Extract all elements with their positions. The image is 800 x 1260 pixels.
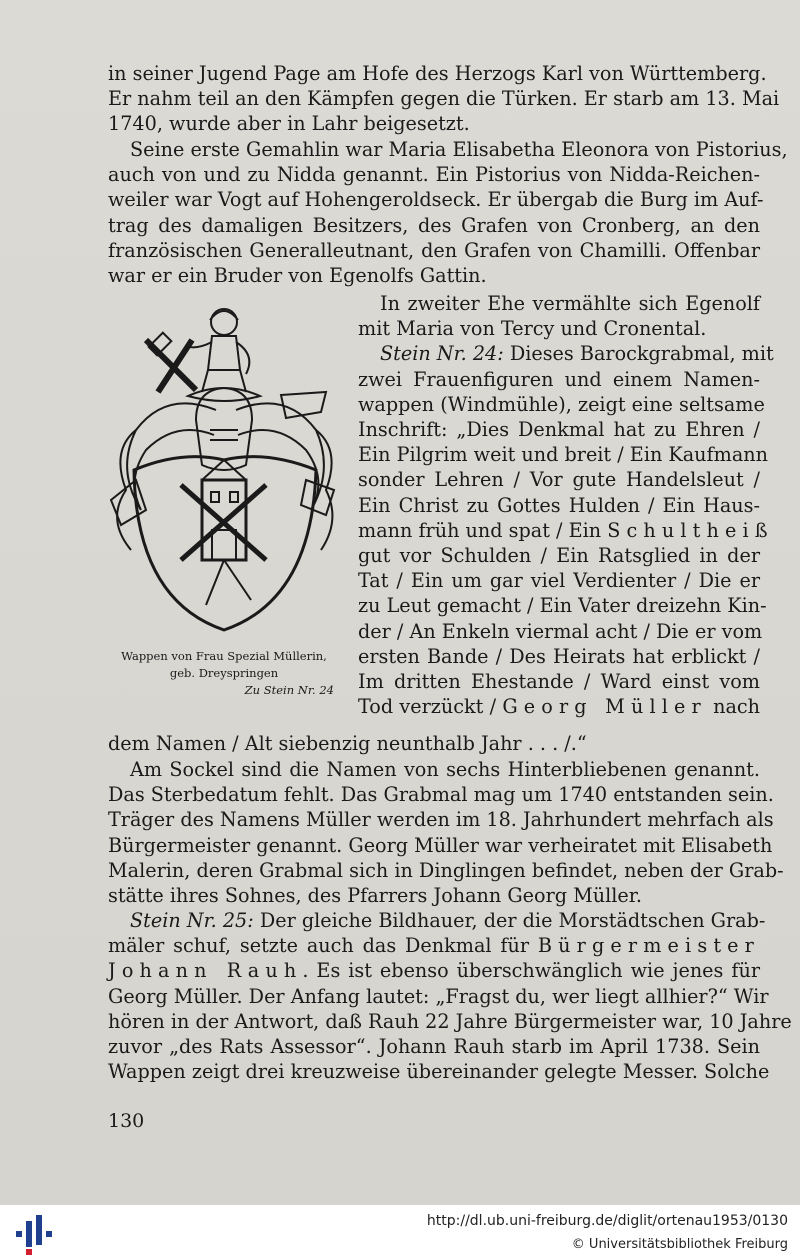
text-line: mit Maria von Tercy und Cronental. <box>358 317 707 341</box>
windmill-coat-of-arms-illustration <box>106 300 338 635</box>
text-line: Bürgermeister genannt. Georg Müller war verheiratet mit Elisabeth <box>108 833 773 857</box>
text-line: Träger des Namens Müller werden im 18. Jahrhundert mehrfach als <box>108 808 774 832</box>
text-line: hören in der Antwort, daß Rauh 22 Jahre Bürgermeister war, 10 Jahre <box>108 1009 792 1033</box>
text-line: zu Leut gemacht / Ein Vater dreizehn Kin- <box>358 594 767 618</box>
text-line: Seine erste Gemahlin war Maria Elisabetha Eleonora von Pistorius, <box>130 138 788 161</box>
text-line: ersten Bande / Des Heirats hat erblickt / <box>358 644 760 668</box>
footer <box>0 1205 800 1260</box>
text-line: dem Namen / Alt siebenzig neunthalb Jahr . . . /.“ <box>108 732 587 755</box>
ub-freiburg-logo <box>14 1213 54 1257</box>
spaced-word: Johann Rauh <box>108 959 303 983</box>
text-line: Georg Müller. Der Anfang lautet: „Fragst du, wer liegt allhier?“ Wir <box>108 984 769 1008</box>
text-fragment: . Es ist ebenso überschwänglich wie jenes für <box>302 959 760 983</box>
caption-line: Wappen von Frau Spezial Müllerin, <box>121 649 327 663</box>
text-line: zuvor „des Rats Assessor“. Johann Rauh starb im April 1738. Sein <box>108 1035 760 1059</box>
text-line <box>108 908 766 933</box>
paragraph-2 <box>108 137 788 288</box>
text-line: Er nahm teil an den Kämpfen gegen die Türken. Er starb am 13. Mai <box>108 87 780 111</box>
text-line: In zweiter Ehe vermählte sich Egenolf <box>380 292 760 315</box>
text-line: Inschrift: „Dies Denkmal hat zu Ehren / <box>358 418 760 442</box>
text-fragment: mann früh und spat / Ein <box>358 518 608 542</box>
page-number: 130 <box>108 1110 145 1132</box>
text-line: Malerin, deren Grabmal sich in Dinglingen befindet, neben der Grab- <box>108 858 784 882</box>
caption-line: geb. Dreyspringen <box>169 666 279 680</box>
text-line: trag des damaligen Besitzers, des Grafen von Cronberg, an den <box>108 213 760 237</box>
paragraph-3 <box>358 291 774 719</box>
copyright-notice: © Universitätsbibliothek Freiburg <box>571 1237 788 1252</box>
text-line: französischen Generalleutnant, den Grafen von Chamilli. Offenbar <box>108 238 760 262</box>
text-line <box>108 958 760 983</box>
text-line: auch von und zu Nidda genannt. Ein Pistorius von Nidda-Reichen- <box>108 163 760 187</box>
text-line: war er ein Bruder von Egenolfs Gattin. <box>108 264 487 288</box>
text-fragment: Dieses Barockgrabmal, mit <box>503 342 774 366</box>
text-line: der / An Enkeln viermal acht / Die er vom <box>358 619 763 643</box>
text-fragment: Tod verzückt / <box>358 695 503 719</box>
text-line: Ein Pilgrim weit und breit / Ein Kaufmann <box>358 443 768 467</box>
text-fragment: mäler schuf, setzte auch das Denkmal für <box>108 934 538 958</box>
text-line: 1740, wurde aber in Lahr beigesetzt. <box>108 112 470 136</box>
text-line: wappen (Windmühle), zeigt eine seltsame <box>358 392 765 416</box>
source-url[interactable]: http://dl.ub.uni-freiburg.de/diglit/ortenau1953/0130 <box>426 1213 788 1229</box>
text-line: weiler war Vogt auf Hohengeroldseck. Er übergab die Burg im Auf- <box>108 188 764 212</box>
caption-reference: Zu Stein Nr. 24 <box>244 683 334 697</box>
spaced-word: Schultheiß <box>607 518 774 542</box>
text-line: stätte ihres Sohnes, des Pfarrers Johann Georg Müller. <box>108 884 642 908</box>
paragraph-4 <box>108 731 760 756</box>
stone-label: Stein Nr. 24: <box>380 342 504 366</box>
text-line: Ein Christ zu Gottes Hulden / Ein Haus- <box>358 493 760 517</box>
spaced-word: Bürgermeister <box>537 934 760 958</box>
text-fragment: Der gleiche Bildhauer, der die Morstädtschen Grab- <box>253 909 766 932</box>
text-line: in seiner Jugend Page am Hofe des Herzogs Karl von Württemberg. <box>108 62 767 85</box>
text-line <box>358 518 774 543</box>
figure-caption <box>108 648 340 699</box>
text-line: Tat / Ein um gar viel Verdienter / Die er <box>358 569 760 593</box>
paragraph-1 <box>108 61 780 137</box>
text-fragment: nach <box>706 695 760 719</box>
text-line: gut vor Schulden / Ein Ratsglied in der <box>358 544 760 568</box>
text-line: zwei Frauenfiguren und einem Namen- <box>358 367 760 391</box>
spaced-word: Georg Müller <box>502 695 707 719</box>
paragraph-6 <box>108 908 792 1084</box>
text-line: Am Sockel sind die Namen von sechs Hinterbliebenen genannt. <box>130 758 760 781</box>
text-line: Wappen zeigt drei kreuzweise übereinander gelegte Messer. Solche <box>108 1060 770 1084</box>
text-line: sonder Lehren / Vor gute Handelsleut / <box>358 468 760 492</box>
text-line <box>358 694 760 719</box>
paragraph-5 <box>108 757 784 908</box>
text-line: Im dritten Ehestande / Ward einst vom <box>358 670 760 694</box>
text-line <box>108 933 760 958</box>
text-line <box>358 341 774 366</box>
text-line: Das Sterbedatum fehlt. Das Grabmal mag um 1740 entstanden sein. <box>108 783 774 807</box>
stone-label: Stein Nr. 25: <box>130 909 254 932</box>
